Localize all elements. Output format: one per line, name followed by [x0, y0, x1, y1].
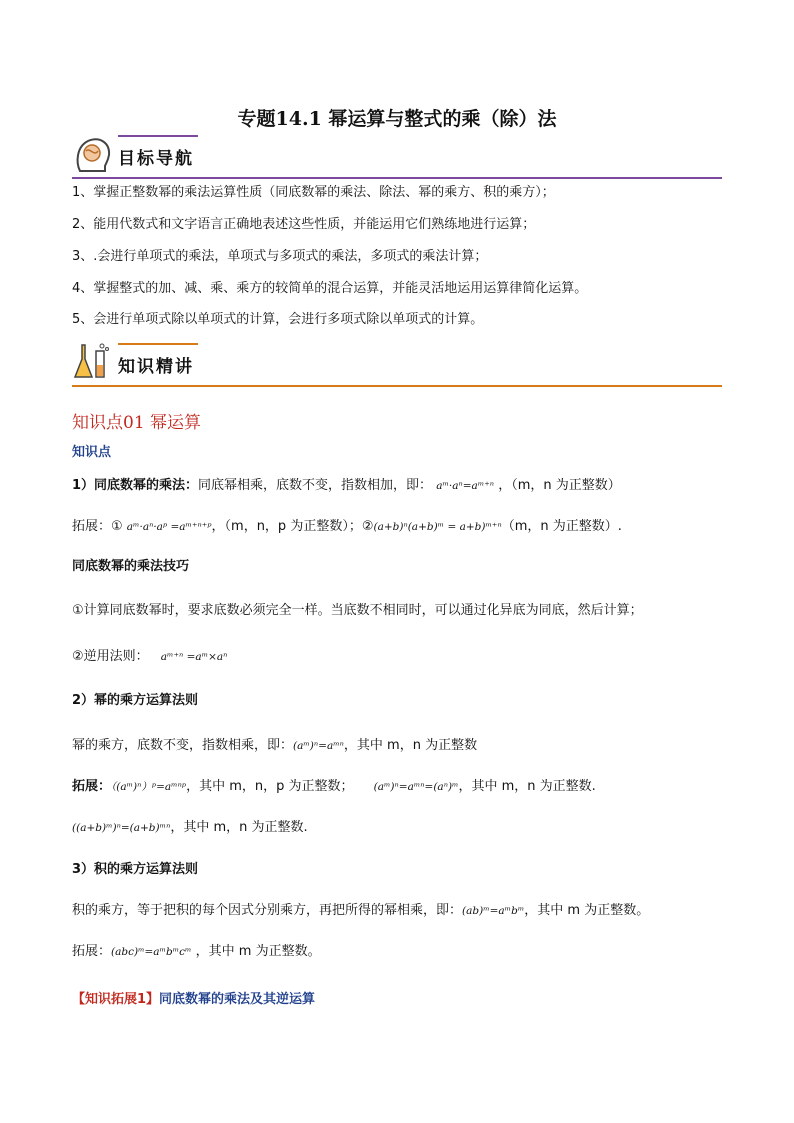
ext-2-formula-2: (aᵐ)ⁿ=aᵐⁿ=(aⁿ)ᵐ	[373, 781, 459, 793]
section-header-goals	[72, 137, 722, 179]
extension-2-line	[72, 778, 596, 796]
tip-1: ①计算同底数幂时，要求底数必须完全一样。当底数不相同时，可以通过化异底为同底，然后计算；	[72, 603, 643, 618]
knowledge-point-title: 知识点01 幂运算	[72, 413, 202, 433]
rule-2-prefix: 幂的乘方，底数不变，指数相乘，即：	[72, 738, 294, 753]
ext-4-prefix: 拓展：	[72, 944, 112, 959]
goal-item-3: 3、.会进行单项式的乘法，单项式与多项式的乘法，多项式的乘法计算；	[72, 249, 488, 264]
rule-1-line	[72, 477, 621, 495]
section-divider	[72, 177, 722, 179]
page-title: 专题14.1 幂运算与整式的乘（除）法	[237, 108, 557, 130]
ext-2-tail: ，其中 m，n 为正整数.	[458, 779, 596, 794]
section-top-line	[118, 343, 198, 345]
goal-item-1: 1、掌握正整数幂的乘法运算性质（同底数幂的乘法、除法、幂的乘方、积的乘方）；	[72, 185, 555, 200]
goal-item-4: 4、掌握整式的加、减、乘、乘方的较简单的混合运算，并能灵活地运用运算律简化运算。	[72, 281, 588, 296]
ext-4-tail: ，其中 m 为正整数。	[195, 944, 321, 959]
section-heading: 目标导航	[118, 149, 194, 169]
rule-3-text-line	[72, 902, 649, 920]
extension-section-title	[72, 988, 315, 1007]
ext-2-prefix: 拓展：	[72, 779, 112, 794]
ext-1-prefix: 拓展：①	[72, 519, 123, 534]
extension-3-line	[72, 819, 308, 837]
ext-1-mid: ，（m，n，p 为正整数）；②	[211, 519, 374, 534]
tip-2-formula: aᵐ⁺ⁿ =aᵐ×aⁿ	[160, 651, 228, 663]
ext-3-formula: ((a+b)ᵐ)ⁿ=(a+b)ᵐⁿ	[72, 822, 171, 834]
tips-heading: 同底数幂的乘法技巧	[72, 559, 190, 574]
section-heading: 知识精讲	[118, 357, 194, 377]
ext-2-formula-1: （(aᵐ)ⁿ）ᵖ=aᵐⁿᵖ	[111, 781, 187, 793]
rule-3-tail: ，其中 m 为正整数。	[524, 903, 650, 918]
extension-4-line	[72, 943, 321, 961]
rule-2-heading: 2）幂的乘方运算法则	[72, 693, 199, 708]
rule-1-formula: aᵐ·aⁿ=aᵐ⁺ⁿ	[436, 480, 495, 492]
rule-2-text-line	[72, 737, 477, 755]
ext-title-bracket: 【知识拓展1】	[72, 992, 160, 1007]
rule-1-head: 1）同底数幂的乘法：	[72, 478, 199, 493]
extension-1-line	[72, 518, 622, 536]
tip-2-line	[72, 648, 227, 666]
section-top-line	[118, 135, 198, 137]
lab-flask-icon	[72, 341, 114, 383]
rule-1-tail: ，（m，n 为正整数）	[498, 478, 621, 493]
brain-head-icon	[72, 133, 114, 175]
ext-1-tail: （m，n 为正整数）.	[501, 519, 622, 534]
rule-2-formula: (aᵐ)ⁿ=aᵐⁿ	[293, 740, 344, 752]
ext-1-formula-1: aᵐ·aⁿ·aᵖ =aᵐ⁺ⁿ⁺ᵖ	[126, 521, 212, 533]
ext-3-tail: ，其中 m，n 为正整数.	[170, 820, 308, 835]
ext-2-mid: ，其中 m，n，p 为正整数；	[186, 779, 354, 794]
ext-1-formula-2: (a+b)ⁿ(a+b)ᵐ = a+b)ᵐ⁺ⁿ	[373, 521, 502, 533]
goal-item-5: 5、会进行单项式除以单项式的计算，会进行多项式除以单项式的计算。	[72, 312, 484, 327]
rule-3-formula: (ab)ᵐ=aᵐbᵐ	[462, 905, 525, 917]
section-divider	[72, 385, 722, 387]
goal-item-2: 2、能用代数式和文字语言正确地表述这些性质，并能运用它们熟练地进行运算；	[72, 217, 536, 232]
rule-3-prefix: 积的乘方，等于把积的每个因式分别乘方，再把所得的幂相乘，即：	[72, 903, 463, 918]
rule-2-tail: ，其中 m，n 为正整数	[343, 738, 478, 753]
rule-1-text: 同底幂相乘，底数不变，指数相加，即：	[198, 478, 433, 493]
sub-label: 知识点	[72, 445, 112, 460]
ext-4-formula: (abc)ᵐ=aᵐbᵐcᵐ	[111, 946, 192, 958]
ext-title-text: 同底数幂的乘法及其逆运算	[159, 992, 316, 1007]
rule-3-heading: 3）积的乘方运算法则	[72, 862, 199, 877]
tip-2-prefix: ②逆用法则：	[72, 649, 149, 664]
section-header-knowledge	[72, 345, 722, 387]
